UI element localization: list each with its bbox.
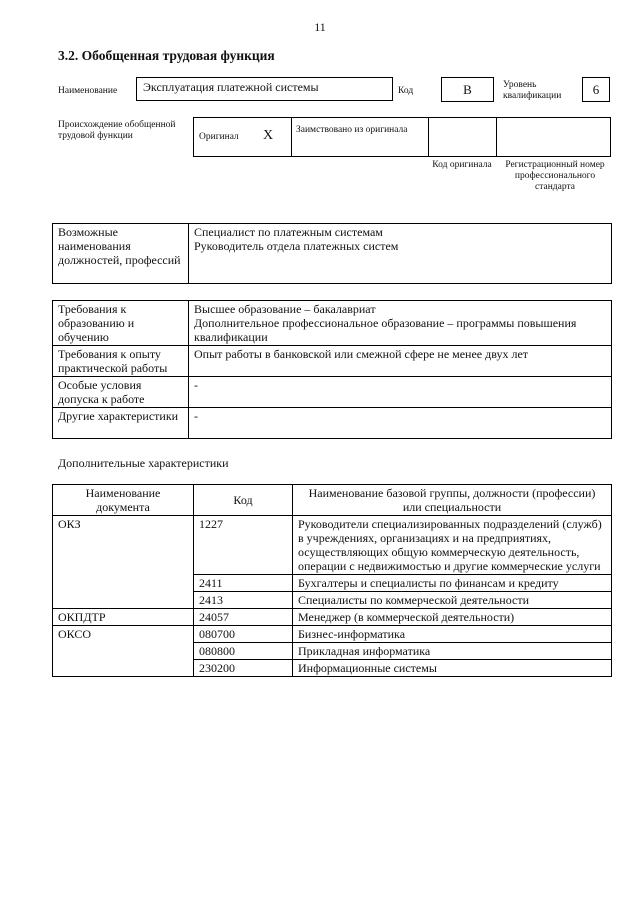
position-item: Руководитель отдела платежных систем [194, 239, 399, 253]
requirement-row [53, 346, 612, 377]
name-cell: Руководители специализированных подразделений (служб) в учреждениях, организациях и на предприятиях, осуществляющих общую коммерческую деятельность, операции с недвижимостью и другие коммерческие услуги [293, 516, 612, 575]
positions-table [52, 223, 612, 284]
code-cell: 1227 [194, 516, 293, 575]
origin-divider-2 [428, 117, 429, 157]
additional-table [52, 484, 612, 677]
requirement-label: Другие характеристики [53, 408, 189, 439]
origin-divider-1 [291, 117, 292, 157]
code-cell: 24057 [194, 609, 293, 626]
table-row [53, 626, 612, 643]
requirement-value [189, 301, 612, 346]
requirements-table [52, 300, 612, 439]
code-cell: 2411 [194, 575, 293, 592]
original-label: Оригинал [199, 132, 239, 142]
requirement-label: Требования к образованию и обучению [53, 301, 189, 346]
additional-title: Дополнительные характеристики [58, 456, 229, 470]
code-value: B [463, 81, 472, 97]
positions-row [53, 224, 612, 284]
name-cell: Бухгалтеры и специалисты по финансам и кредиту [293, 575, 612, 592]
positions-values [189, 224, 612, 284]
doc-cell: ОКСО [53, 626, 194, 677]
level-value: 6 [592, 81, 600, 97]
requirement-value: - [189, 408, 612, 439]
reg-number-caption: Регистрационный номер профессионального стандарта [505, 160, 605, 192]
level-label: Уровень квалификации [503, 80, 562, 101]
name-cell: Бизнес-информатика [293, 626, 612, 643]
table-row [53, 516, 612, 575]
additional-header-row [53, 485, 612, 516]
code-cell: 080700 [194, 626, 293, 643]
requirement-label: Требования к опыту практической работы [53, 346, 189, 377]
name-value-box [136, 77, 393, 101]
requirement-value: Опыт работы в банковской или смежной сфере не менее двух лет [189, 346, 612, 377]
original-mark: X [263, 128, 274, 143]
name-label: Наименование [58, 86, 118, 96]
position-item: Специалист по платежным системам [194, 225, 383, 239]
page-number: 11 [314, 20, 326, 34]
code-value-box [441, 77, 494, 102]
table-row [53, 609, 612, 626]
name-cell: Менеджер (в коммерческой деятельности) [293, 609, 612, 626]
doc-cell: ОКПДТР [53, 609, 194, 626]
name-cell: Информационные системы [293, 660, 612, 677]
name-cell: Прикладная информатика [293, 643, 612, 660]
header-doc: Наименование документа [53, 485, 194, 516]
name-value: Эксплуатация платежной системы [143, 80, 319, 94]
doc-cell: ОКЗ [53, 516, 194, 609]
name-cell: Специалисты по коммерческой деятельности [293, 592, 612, 609]
requirement-row [53, 408, 612, 439]
level-value-box [582, 77, 610, 102]
code-cell: 080800 [194, 643, 293, 660]
requirement-row [53, 377, 612, 408]
requirement-line: Дополнительное профессиональное образование – программы повышения квалификации [194, 316, 577, 344]
code-label: Код [398, 86, 414, 96]
borrowed-label: Заимствовано из оригинала [296, 125, 408, 135]
requirement-row [53, 301, 612, 346]
code-original-caption: Код оригинала [432, 160, 492, 170]
origin-box [193, 117, 611, 157]
header-name: Наименование базовой группы, должности (профессии) или специальности [293, 485, 612, 516]
requirement-line: Высшее образование – бакалавриат [194, 302, 376, 316]
code-cell: 2413 [194, 592, 293, 609]
origin-divider-3 [496, 117, 497, 157]
header-code: Код [194, 485, 293, 516]
section-title: 3.2. Обобщенная трудовая функция [58, 48, 275, 63]
requirement-value: - [189, 377, 612, 408]
origin-label: Происхождение обобщенной трудовой функции [58, 120, 176, 141]
positions-label: Возможные наименования должностей, профессий [53, 224, 189, 284]
code-cell: 230200 [194, 660, 293, 677]
requirement-label: Особые условия допуска к работе [53, 377, 189, 408]
